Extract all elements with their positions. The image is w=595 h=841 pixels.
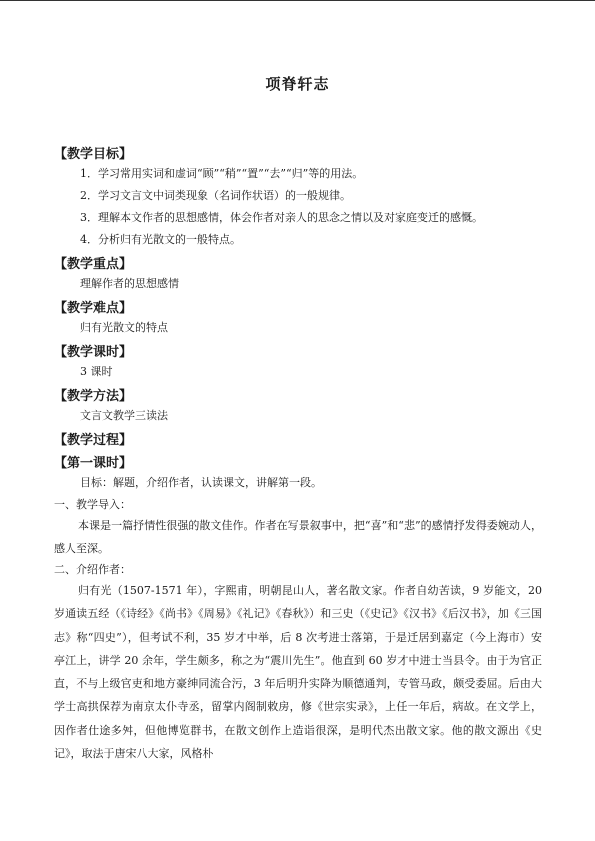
class-hours-text: 3 课时 — [80, 365, 113, 378]
heading-key-points: 【教学重点】 — [54, 257, 133, 272]
section-1-title: 一、教学导入： — [54, 498, 131, 511]
heading-class-hours: 【教学课时】 — [54, 345, 133, 360]
key-points-text: 理解作者的思想感情 — [80, 277, 179, 290]
section-2-paragraph: 归有光（1507-1571 年），字熙甫，明朝昆山人，著名散文家。作者自幼苦读，9 岁能文，20 岁通读五经（《诗经》《尚书》《周易》《礼记》《春秋》）和三史（《史记》《汉书》《后汉书》，加《三国志》称“四史”），但考试不利，35 岁才中举，后 8 次考进士落第，于是迁居到嘉定（今上海市）安亭江上，讲学 20 余年，学生颇多，称之为“震川先生”。他直到 60 岁才中进士当县令。由于为官正直，不与上级官吏和地方豪绅同流合污，3 年后明升实降为顺德通判，专管马政，颇受委屈。后由大学士高拱保荐为南京太仆寺丞，留掌内阁制敕房，修《世宗实录》，上任一年后，病故。在文学上，因作者仕途多舛，但他博览群书，在散文创作上造诣很深，是明代杰出散文家。他的散文源出《史记》，取法于唐宋八大家，风格朴 — [54, 584, 542, 761]
section-2-title: 二、介绍作者： — [54, 563, 131, 576]
heading-teaching-goals: 【教学目标】 — [54, 147, 133, 162]
goal-item-4: 4．分析归有光散文的一般特点。 — [80, 233, 241, 246]
heading-lesson-1: 【第一课时】 — [54, 456, 133, 471]
heading-teaching-process: 【教学过程】 — [54, 433, 133, 448]
goal-item-1: 1．学习常用实词和虚词“顾”“稍”“置”“去”“归”等的用法。 — [80, 167, 364, 180]
heading-teaching-methods: 【教学方法】 — [54, 389, 133, 404]
lesson-1-goal: 目标：解题，介绍作者，认读课文，讲解第一段。 — [80, 476, 322, 489]
document-title: 项脊轩志 — [265, 75, 330, 93]
header-rule — [0, 0, 595, 1]
difficulties-text: 归有光散文的特点 — [80, 321, 168, 334]
section-1-paragraph: 本课是一篇抒情性很强的散文佳作。作者在写景叙事中，把“喜”和“悲”的感情抒发得委婉动人，感人至深。 — [54, 519, 542, 556]
goal-item-2: 2．学习文言文中词类现象（名词作状语）的一般规律。 — [80, 189, 351, 202]
goal-item-3: 3．理解本文作者的思想感情，体会作者对亲人的思念之情以及对家庭变迁的感慨。 — [80, 211, 483, 224]
teaching-methods-text: 文言文教学三读法 — [80, 409, 168, 422]
heading-difficulties: 【教学难点】 — [54, 301, 133, 316]
